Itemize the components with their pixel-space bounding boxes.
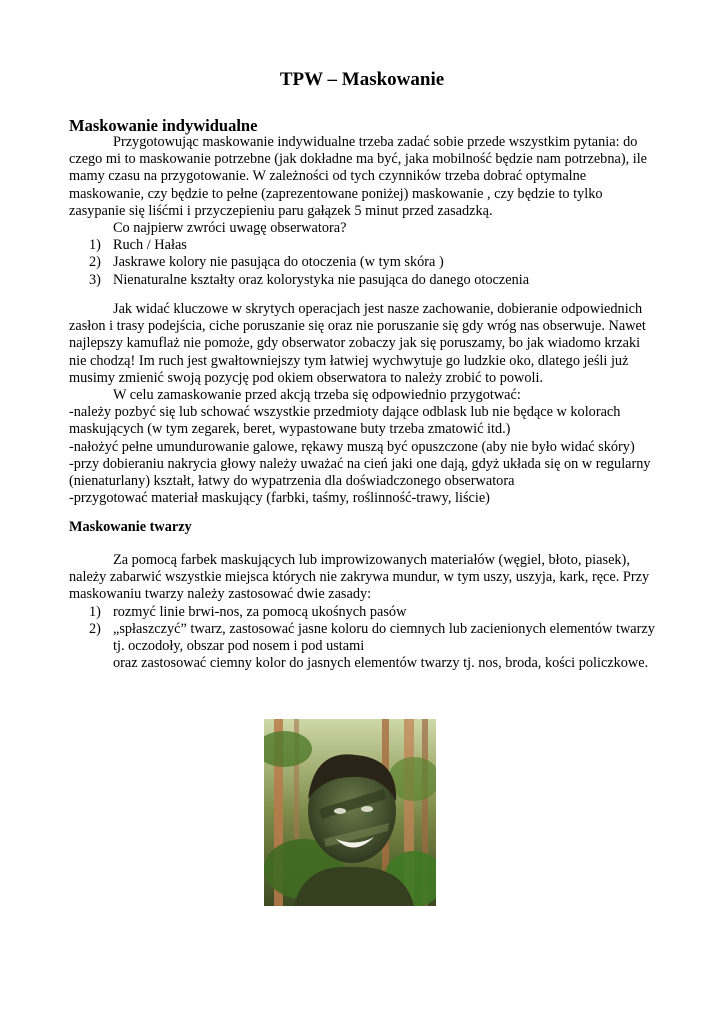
face-camouflage-photo [264, 719, 436, 906]
bullet-item: -nałożyć pełne umundurowanie galowe, rękawy muszą być opuszczone (aby nie było widać skóry) [69, 438, 635, 455]
list-item: 3) Nienaturalne kształty oraz kolorystyka nie pasująca do danego otoczenia [89, 271, 530, 288]
section-heading-individual: Maskowanie indywidualne [69, 116, 258, 135]
face-rules-continuation: oraz zastosować ciemny kolor do jasnych elementów twarzy tj. nos, broda, kości policzkowe. [113, 655, 649, 672]
section1-intro: Przygotowując maskowanie indywidualne trzeba zadać sobie przede wszystkim pytania: do czego mi to maskowanie potrzebne (jak dokładne ma być, jaka mobilność będzie nam potrzebna), ile mamy czasu na przygotowanie. W zależności od tych czynników trzeba dobrać optymalne maskowanie, czy będzie to pełne (zaprezentowane poniżej) maskowanie , czy będzie to tylko zasypanie się liśćmi i przyczepieniu paru gałązek 5 minut przed zasadzką. [69, 134, 648, 219]
bullet-item: -należy pozbyć się lub schować wszystkie przedmioty dające odblask lub nie będące w kolorach maskujących (w tym zegarek, beret, wypastowane buty trzeba zmatowić itd.) [69, 404, 621, 438]
list-item: 1) Ruch / Hałas [89, 237, 187, 254]
bullet-item: -przy dobieraniu nakrycia głowy należy uważać na cień jaki one dają, gdyż układa się on w regularny (nienaturlany) kształt, łatwy do wypatrzenia dla doświadczonego obserwatora [69, 455, 651, 490]
section1-body-2 [69, 301, 659, 507]
section1-question: Co najpierw zwróci uwagę obserwatora? [113, 220, 347, 237]
section2-intro: Za pomocą farbek maskujących lub improwizowanych materiałów (węgiel, błoto, piasek), należy zabarwić wszystkie miejsca których nie zakrywa mundur, w tym uszy, uszyja, kark, ręce. Przy maskowaniu twarzy należy zastosować dwie zasady: [69, 552, 650, 603]
list-item: 2) „spłaszczyć” twarz, zastosować jasne koloru do ciemnych lub zacienionych elementów twarzy tj. oczodoły, obszar pod nosem i pod ustami [89, 620, 655, 655]
bullet-item: -przygotować materiał maskujący (farbki, taśmy, roślinność-trawy, liście) [69, 490, 490, 507]
page-title: TPW – Maskowanie [279, 69, 445, 90]
list-item: 2) Jaskrawe kolory nie pasująca do otoczenia (w tym skóra ) [89, 254, 444, 271]
section2-body [69, 552, 659, 672]
observer-list [69, 237, 659, 289]
section1-para3: W celu zamaskowanie przed akcją trzeba się odpowiednio przygotwać: [113, 387, 521, 404]
section1-para2: Jak widać kluczowe w skrytych operacjach jest nasze zachowanie, dobieranie odpowiednich zasłon i trasy podejścia, ciche poruszanie się oraz nie poruszanie się gdy wróg nas obserwuje. Nawet najlepszy kamuflaż nie pomoże, gdy obserwator zobaczy jak się poruszamy, bo jak wiadomo krzaki nie chodzą! Im ruch jest gwałtowniejszy tym łatwiej wychwytuje go ludzkie oko, dlatego jeśli już musimy zmienić swoją pozycję pod okiem obserwatora to należy zrobić to powoli. [69, 301, 646, 386]
face-rules-list [69, 604, 659, 656]
section-heading-face: Maskowanie twarzy [69, 519, 192, 535]
list-item: 1) rozmyć linie brwi-nos, za pomocą ukośnych pasów [89, 603, 407, 620]
section1-body [69, 134, 659, 289]
